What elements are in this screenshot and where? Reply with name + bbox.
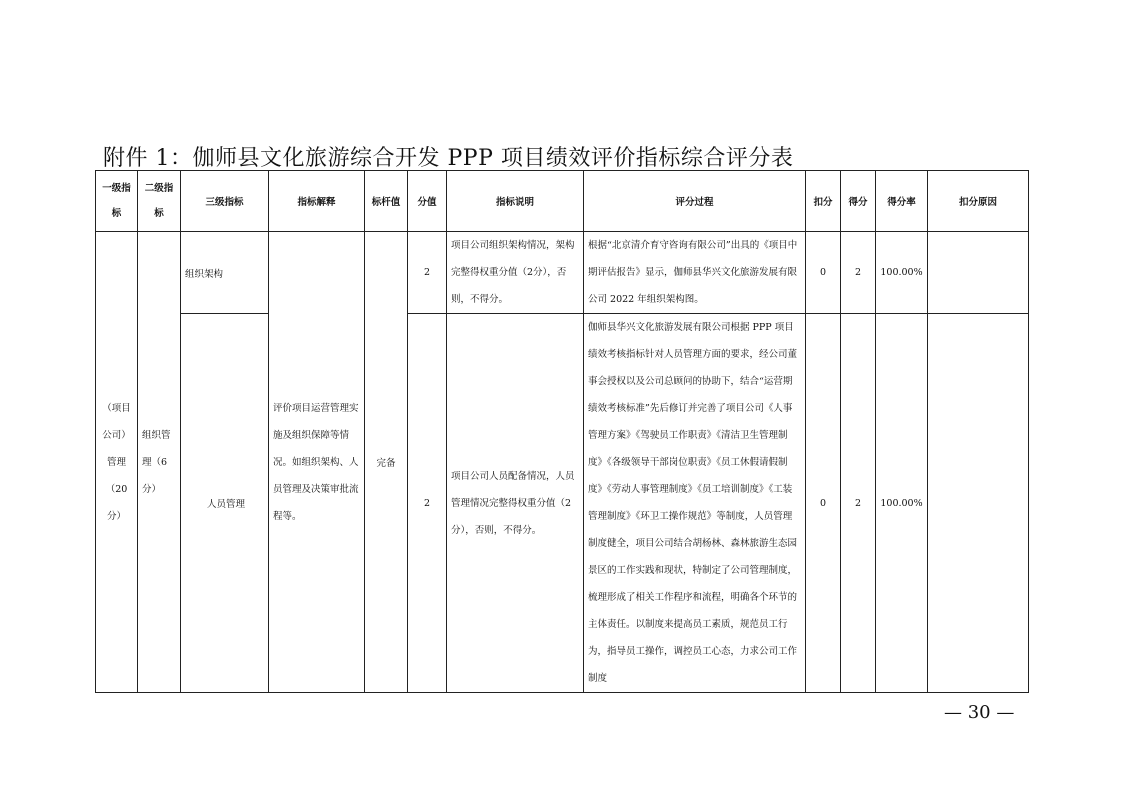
header-score: 得分	[841, 171, 876, 232]
level3-cell: 组织架构	[181, 232, 269, 314]
level2-cell: 组织管理（6分）	[138, 232, 181, 693]
header-level1: 一级指标	[96, 171, 138, 232]
header-level3: 三级指标	[181, 171, 269, 232]
table-header-row	[96, 171, 1029, 232]
header-level2: 二级指标	[138, 171, 181, 232]
reason-cell	[928, 314, 1029, 693]
level1-cell: （项目公司）管理（20分）	[96, 232, 138, 693]
reason-cell	[928, 232, 1029, 314]
indicator-desc-cell: 项目公司人员配备情况，人员管理情况完整得权重分值（2分），否则，不得分。	[447, 314, 584, 693]
header-indicator-desc: 指标说明	[447, 171, 584, 232]
page-number: — 30 —	[944, 702, 1015, 723]
table-row	[96, 314, 1029, 693]
header-explanation: 指标解释	[269, 171, 365, 232]
score-value-cell: 2	[408, 314, 447, 693]
process-cell: 伽师县华兴文化旅游发展有限公司根据 PPP 项目绩效考核指标针对人员管理方面的要求，经公司董事会授权以及公司总顾问的协助下，结合“运营期绩效考核标准”先后修订并完善了项目公司《人事管理方案》《驾驶员工作职责》《清洁卫生管理制度》《各级领导干部岗位职责》《员工休假请假制度》《劳动人事管理制度》《员工培训制度》《工装管理制度》《环卫工操作规范》等制度，人员管理制度健全，项目公司结合胡杨林、森林旅游生态园景区的工作实践和现状，特制定了公司管理制度，梳理形成了相关工作程序和流程，明确各个环节的主体责任。以制度来提高员工素质，规范员工行为，指导员工操作，调控员工心态，力求公司工作制度	[584, 314, 806, 693]
score-cell: 2	[841, 314, 876, 693]
header-benchmark: 标杆值	[365, 171, 408, 232]
rate-cell: 100.00%	[876, 314, 928, 693]
table-row	[96, 232, 1029, 314]
indicator-desc-cell: 项目公司组织架构情况，架构完整得权重分值（2分），否则，不得分。	[447, 232, 584, 314]
deduction-cell: 0	[806, 232, 841, 314]
explanation-cell: 评价项目运营管理实施及组织保障等情况。如组织架构、人员管理及决策审批流程等。	[269, 232, 365, 693]
rate-cell: 100.00%	[876, 232, 928, 314]
page-title: 附件 1：伽师县文化旅游综合开发 PPP 项目绩效评价指标综合评分表	[103, 146, 794, 171]
evaluation-table	[95, 170, 1029, 693]
score-cell: 2	[841, 232, 876, 314]
header-deduction: 扣分	[806, 171, 841, 232]
level3-cell: 人员管理	[181, 314, 269, 693]
benchmark-cell: 完备	[365, 232, 408, 693]
header-score-value: 分值	[408, 171, 447, 232]
header-process: 评分过程	[584, 171, 806, 232]
header-reason: 扣分原因	[928, 171, 1029, 232]
deduction-cell: 0	[806, 314, 841, 693]
process-cell: 根据“北京清介育守咨询有限公司”出具的《项目中期评估报告》显示，伽师县华兴文化旅游发展有限公司 2022 年组织架构图。	[584, 232, 806, 314]
score-value-cell: 2	[408, 232, 447, 314]
header-rate: 得分率	[876, 171, 928, 232]
